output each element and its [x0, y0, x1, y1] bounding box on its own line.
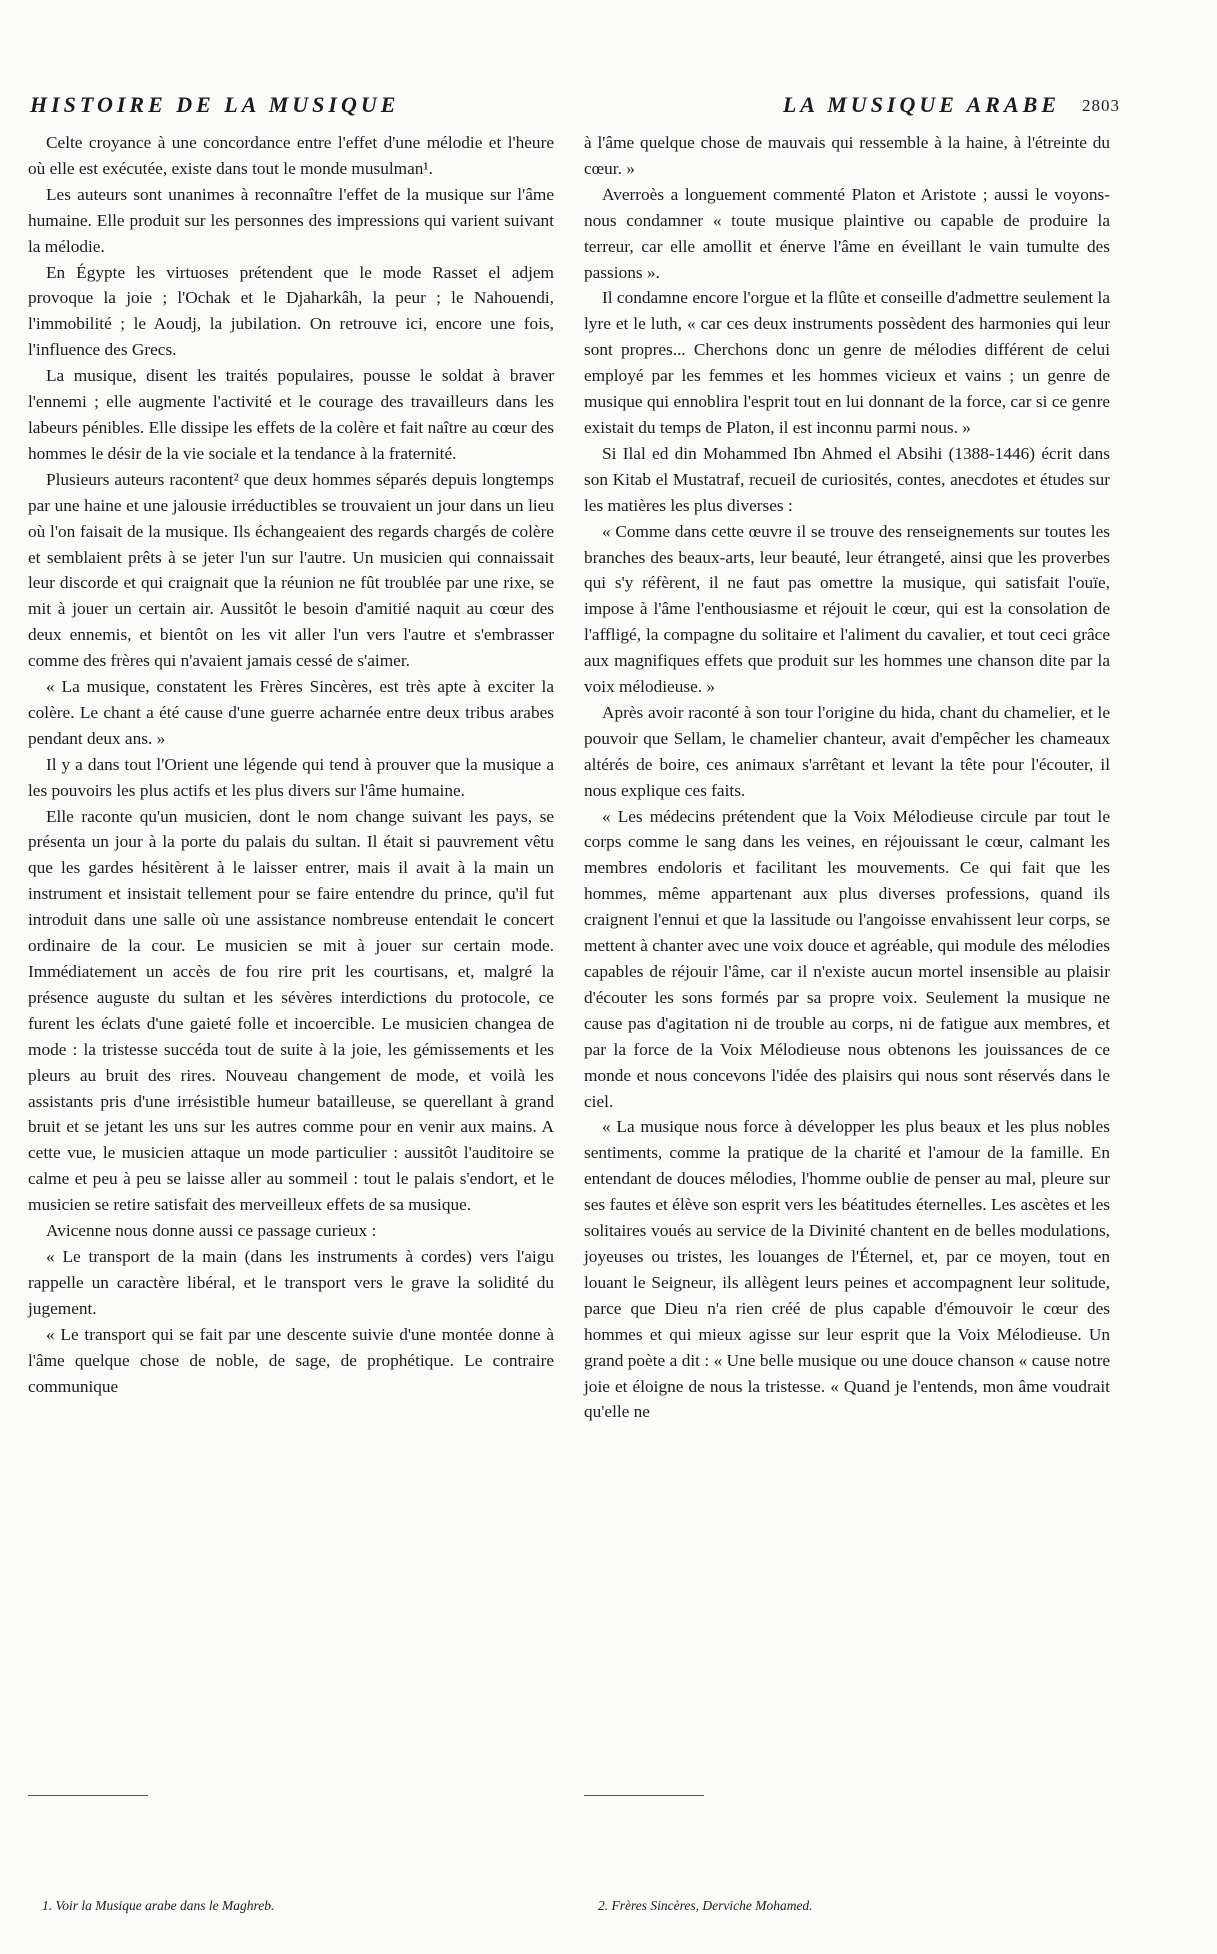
paragraph: Averroès a longuement commenté Platon et Aristote ; aussi le voyons-nous condamner « toute musique plaintive ou capable de produire la terreur, car elle amollit et énerve l'âme en éveillant le vain tumulte des passions ».	[584, 184, 1110, 282]
paragraph: Celte croyance à une concordance entre l'effet d'une mélodie et l'heure où elle est exécutée, existe dans tout le monde musulman¹.	[28, 133, 554, 178]
paragraph: « La musique, constatent les Frères Sincères, est très apte à exciter la colère. Le chant a été cause d'une guerre acharnée entre deux tribus arabes pendant deux ans. »	[28, 677, 554, 748]
footnote-left: 1. Voir la Musique arabe dans le Maghreb.	[42, 1898, 275, 1913]
header-left-title: HISTOIRE DE LA MUSIQUE	[30, 92, 400, 117]
footnote-right: 2. Frères Sincères, Derviche Mohamed.	[598, 1898, 813, 1913]
paragraph: « Comme dans cette œuvre il se trouve des renseignements sur toutes les branches des beaux-arts, leur beauté, leur étrangeté, ainsi que les proverbes qui s'y réfèrent, il ne faut pas omettre la musique, qui satisfait l'ouïe, impose à l'âme l'enthousiasme et réjouit le cœur, qui est la consolation de l'affligé, la compagne du solitaire et l'aliment du cavalier, et tout ceci grâce aux magnifiques effets que produit sur les hommes une chanson dite par la voix mélodieuse. »	[584, 521, 1110, 697]
left-column	[28, 130, 554, 1399]
paragraph: « Les médecins prétendent que la Voix Mélodieuse circule par tout le corps comme le sang dans les veines, en réjouissant le cœur, calmant les membres endoloris et facilitant les mouvements. Ce qui fait que les hommes, même appartenant aux plus diverses professions, quand ils craignent l'ennui et que la lassitude ou l'angoisse envahissent leur corps, se mettent à chanter avec une voix douce et agréable, qui module des mélodies capables de réjouir l'âme, car il n'existe aucun mortel insensible au plaisir d'écouter les sons formés par sa propre voix. Seulement la musique ne cause pas d'agitation ni de trouble au corps, ni de fatigue aux membres, et par la force de la Voix Mélodieuse nous obtenons les jouissances de ce monde et nous concevons l'idée des plaisirs qui nous sont réservés dans le ciel.	[584, 806, 1110, 1111]
paragraph: Elle raconte qu'un musicien, dont le nom change suivant les pays, se présenta un jour à la porte du palais du sultan. Il était si pauvrement vêtu que les gardes hésitèrent à le laisser entrer, mais il avait à la main un instrument et insistait tellement pour se faire entendre du prince, qu'il fut introduit dans une salle où une assistance nombreuse entendait le concert ordinaire de la cour. Le musicien se mit à jouer sur certain mode. Immédiatement un accès de fou rire prit les courtisans, et, malgré la présence auguste du sultan et les sévères interdictions du protocole, ce furent les éclats d'une gaieté folle et incoercible. Le musicien changea de mode : la tristesse succéda tout de suite à la joie, les gémissements et les pleurs au bruit des rires. Nouveau changement de mode, et voilà les assistants pris d'une irrésistible humeur batailleuse, se querellant à grand bruit et se jetant les uns sur les autres comme pour en venir aux mains. A cette vue, le musicien attaque un mode particulier : aussitôt l'auditoire se calme et peu à peu se laisse aller au sommeil : tout le palais s'endort, et le musicien se retire satisfait des merveilleux effets de sa musique.	[28, 806, 554, 1215]
paragraph: Il y a dans tout l'Orient une légende qui tend à prouver que la musique a les pouvoirs les plus actifs et les plus divers sur l'âme humaine.	[28, 754, 554, 800]
paragraph: « Le transport de la main (dans les instruments à cordes) vers l'aigu rappelle un caractère libéral, et le transport vers le grave la solidité du jugement.	[28, 1246, 554, 1318]
paragraph: En Égypte les virtuoses prétendent que le mode Rasset el adjem provoque la joie ; l'Ochak et le Djaharkâh, la peur ; le Nahouendi, l'immobilité ; le Aoudj, la jubilation. On retrouve ici, encore une fois, l'influence des Grecs.	[28, 262, 554, 360]
footnote-divider	[584, 1795, 704, 1796]
paragraph: Les auteurs sont unanimes à reconnaître l'effet de la musique sur l'âme humaine. Elle produit sur les personnes des impressions qui varient suivant la mélodie.	[28, 184, 554, 256]
paragraph: « Le transport qui se fait par une descente suivie d'une montée donne à l'âme quelque chose de noble, de sage, de prophétique. Le contraire communique	[28, 1324, 554, 1396]
header-right-title: LA MUSIQUE ARABE	[782, 92, 1060, 117]
paragraph: à l'âme quelque chose de mauvais qui ressemble à la haine, à l'étreinte du cœur. »	[584, 133, 1110, 178]
right-column	[584, 130, 1110, 1425]
paragraph: « La musique nous force à développer les plus beaux et les plus nobles sentiments, comme la pratique de la charité et l'amour de la famille. En entendant de douces mélodies, l'homme oublie de penser au mal, pleure sur ses fautes et élève son esprit vers les béatitudes éternelles. Les ascètes et les solitaires voués au service de la Divinité chantent en de belles modulations, joyeuses ou tristes, les louanges de l'Éternel, et, par ce moyen, tout en louant le Seigneur, ils allègent leurs peines et accompagnent leur solitude, parce que Dieu n'a rien créé de plus capable d'émouvoir le cœur des hommes et qui mieux agisse sur leur esprit que la Voix Mélodieuse. Un grand poète a dit : « Une belle musique ou une douce chanson « cause notre joie et éloigne de nous la tristesse. « Quand je l'entends, mon âme voudrait qu'elle ne	[584, 1117, 1110, 1422]
paragraph: La musique, disent les traités populaires, pousse le soldat à braver l'ennemi ; elle augmente l'activité et le courage des travailleurs dans les labeurs pénibles. Elle dissipe les effets de la colère et fait naître au cœur des hommes le désir de la vie sociale et la tendance à la fraternité.	[28, 366, 554, 463]
paragraph: Il condamne encore l'orgue et la flûte et conseille d'admettre seulement la lyre et le luth, « car ces deux instruments possèdent des harmonies qui leur sont propres... Cherchons donc un genre de mélodies différent de celui employé par les femmes et les hommes vicieux et vains ; un genre de musique qui ennoblira l'esprit tout en lui donnant de la force, car si ce genre existait du temps de Platon, il est inconnu parmi nous. »	[584, 288, 1110, 437]
paragraph: Après avoir raconté à son tour l'origine du hida, chant du chamelier, et le pouvoir que Sellam, le chamelier chanteur, avait d'empêcher les chameaux altérés de boire, ces animaux s'arrêtant et levant la tête pour l'écouter, il nous explique ces faits.	[584, 702, 1110, 800]
paragraph: Si Ilal ed din Mohammed Ibn Ahmed el Absihi (1388-1446) écrit dans son Kitab el Mustatraf, recueil de curiosités, contes, anecdotes et études sur les matières les plus diverses :	[584, 443, 1110, 515]
paragraph: Avicenne nous donne aussi ce passage curieux :	[46, 1221, 377, 1241]
page-number: 2803	[1082, 96, 1120, 115]
paragraph: Plusieurs auteurs racontent² que deux hommes séparés depuis longtemps par une haine et une jalousie irréductibles se trouvaient un jour dans un lieu où l'on faisait de la musique. Ils échangeaient des regards chargés de colère et semblaient prêts à se jeter l'un sur l'autre. Un musicien qui connaissait leur discorde et qui craignait que la réunion ne fût troublée par une rixe, se mit à jouer un certain air. Aussitôt le besoin d'amitié naquit au cœur des deux ennemis, et bientôt on les vit aller l'un vers l'autre et s'embrasser comme des frères qui n'avaient jamais cessé de s'aimer.	[28, 469, 554, 671]
footnote-divider	[28, 1795, 148, 1796]
running-header	[30, 92, 1120, 122]
